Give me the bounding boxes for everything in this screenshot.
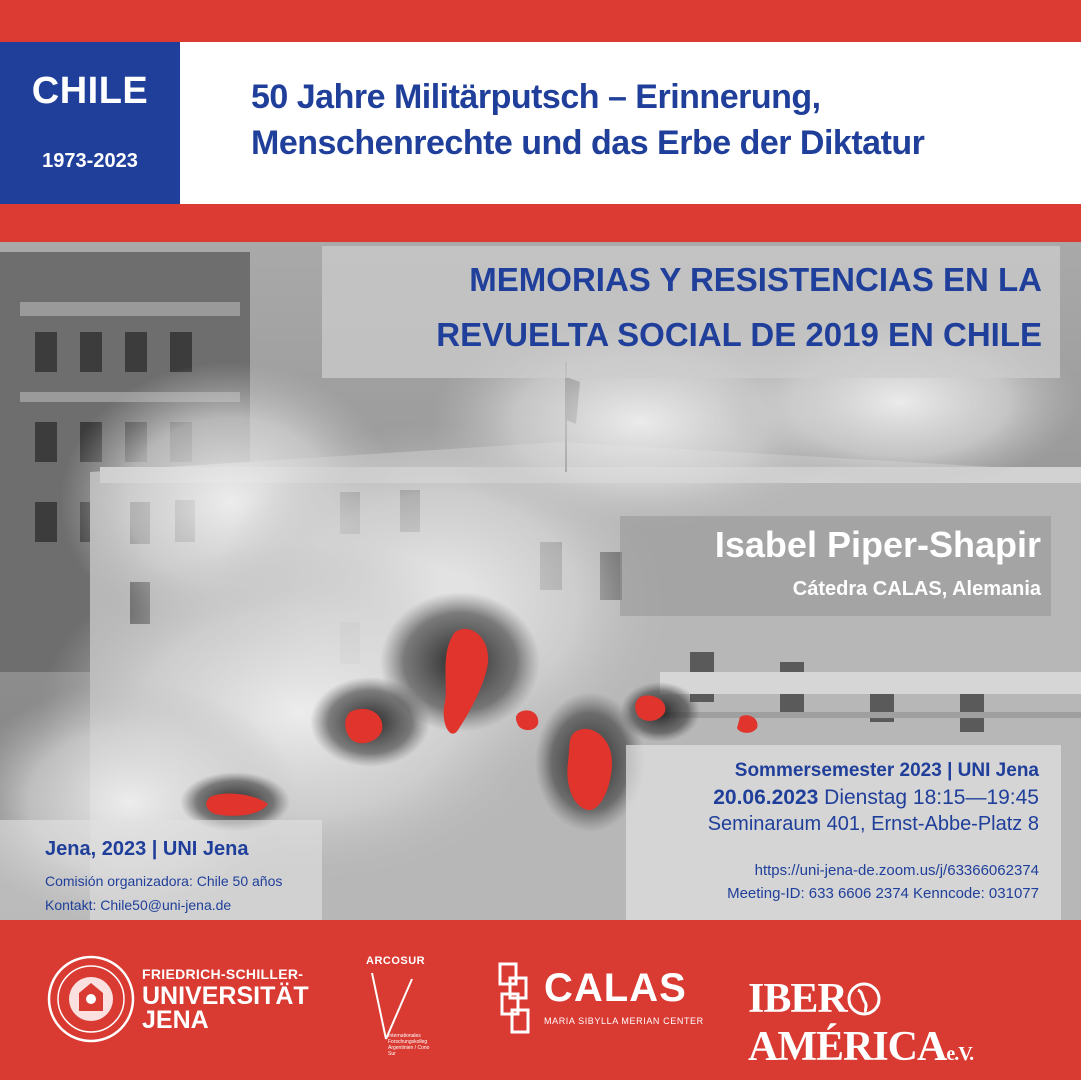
fsu-logo-line1: FRIEDRICH-SCHILLER- xyxy=(142,966,304,982)
meeting-credentials: Meeting-ID: 633 6606 2374 Kenncode: 031077 xyxy=(727,885,1039,902)
event-room: Seminaraum 401, Ernst-Abbe-Platz 8 xyxy=(707,813,1039,835)
event-datetime xyxy=(519,786,1039,810)
event-date: 20.06.2023 xyxy=(713,786,819,809)
iberoamerica-logo xyxy=(748,975,1081,1071)
badge-title: CHILE xyxy=(31,70,149,112)
chile-badge xyxy=(0,42,180,204)
talk-title-line2: REVUELTA SOCIAL DE 2019 EN CHILE xyxy=(436,316,1042,353)
fsu-logo xyxy=(142,966,309,1032)
talk-title-line1: MEMORIAS Y RESISTENCIAS EN LA xyxy=(469,261,1042,298)
zoom-link[interactable]: https://uni-jena-de.zoom.us/j/63366062374 xyxy=(754,862,1039,879)
ibero-logo-ev: e.V. xyxy=(946,1043,974,1065)
fsu-logo-line2: UNIVERSITÄT xyxy=(142,982,309,1010)
header-red-band xyxy=(0,204,1081,242)
organizer-contact[interactable]: Kontakt: Chile50@uni-jena.de xyxy=(45,897,232,913)
speaker-name: Isabel Piper-Shapir xyxy=(714,524,1041,565)
series-title-line2: Menschenrechte und das Erbe der Diktatur xyxy=(251,124,925,162)
event-semester: Sommersemester 2023 | UNI Jena xyxy=(734,760,1039,781)
organizer-city: Jena, 2023 | UNI Jena xyxy=(45,838,249,860)
arcosur-logo-subtitle: Internationales Forschungskolleg Argentinien / Cono Sur xyxy=(388,1033,430,1057)
calas-mark-icon xyxy=(496,960,540,1040)
event-time: Dienstag 18:15—19:45 xyxy=(824,786,1039,809)
ibero-logo-part2: AMÉRICA xyxy=(748,1024,947,1070)
series-title-line1: 50 Jahre Militärputsch – Erinnerung, xyxy=(251,78,821,116)
fsu-seal-icon xyxy=(47,955,135,1043)
badge-years: 1973-2023 xyxy=(42,150,138,172)
speaker-affiliation: Cátedra CALAS, Alemania xyxy=(792,578,1041,600)
arcosur-logo-name: ARCOSUR xyxy=(366,955,426,967)
talk-title xyxy=(322,252,1042,362)
ibero-logo-part1: IBER xyxy=(748,976,847,1022)
fsu-logo-line3: JENA xyxy=(142,1006,209,1034)
series-title xyxy=(251,74,1051,166)
organizer-committee: Comisión organizadora: Chile 50 años xyxy=(45,873,283,889)
globe-icon xyxy=(847,982,881,1016)
top-red-band xyxy=(0,0,1081,42)
calas-logo-subtitle: MARIA SIBYLLA MERIAN CENTER xyxy=(544,1016,704,1026)
calas-logo-name: CALAS xyxy=(544,966,687,1010)
